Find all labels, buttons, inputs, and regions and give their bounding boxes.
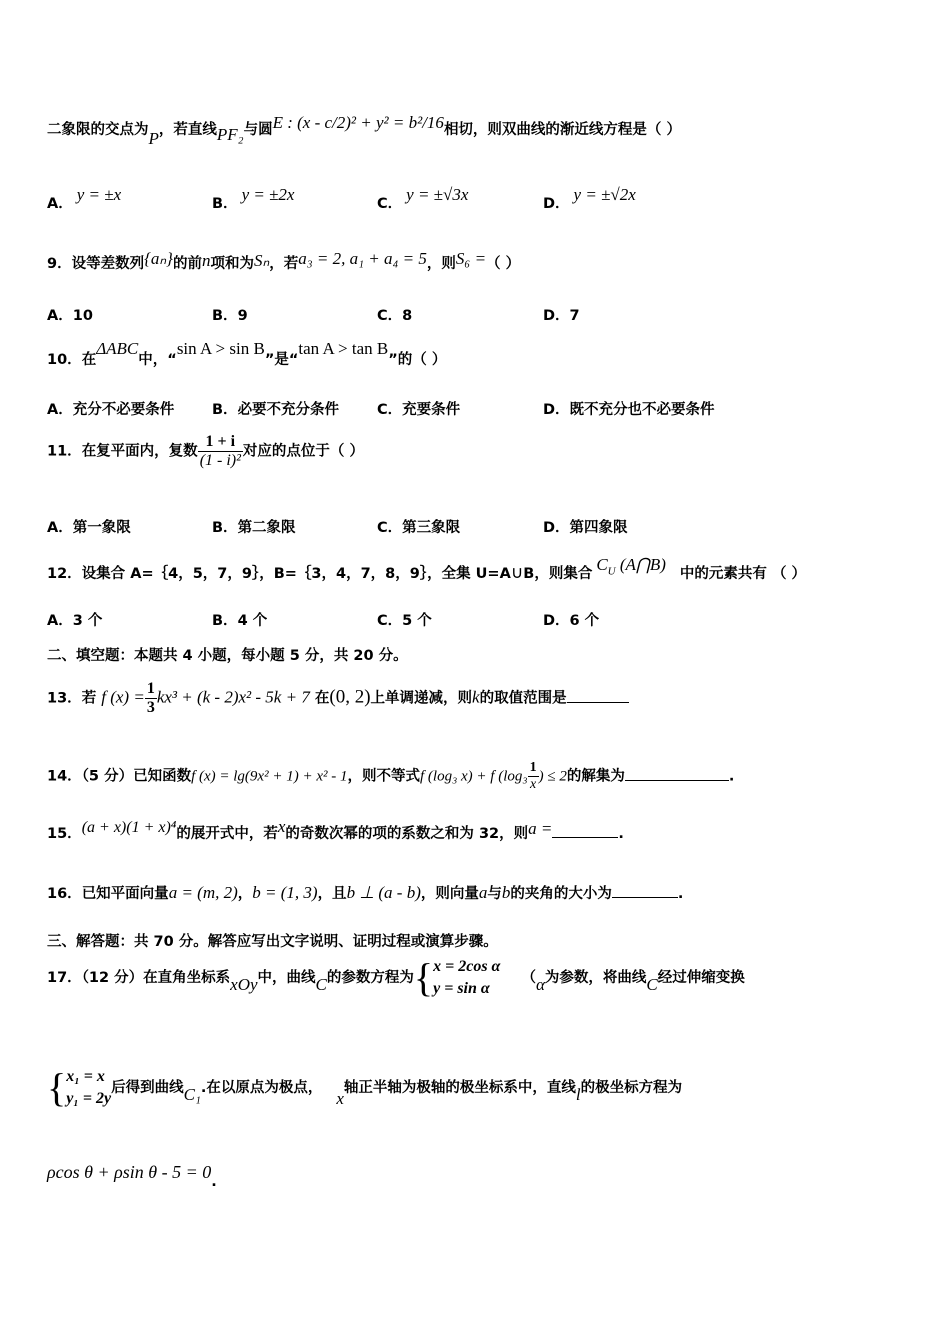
q8-option-a[interactable]: A． y = ±x <box>47 185 122 212</box>
q10-option-d[interactable]: D．既不充分也不必要条件 <box>543 402 715 418</box>
q16-stem: 16．已知平面向量a = (m, 2)，b = (1, 3)，且b ⊥ (a - b)，则向量a与b的夹角的大小为 . <box>47 883 684 902</box>
q14-answer-blank[interactable] <box>625 766 729 781</box>
q12-option-a[interactable]: A．3 个 <box>47 613 103 629</box>
q17-parametric-system: x = 2cos α y = sin α <box>433 958 501 997</box>
q8-option-d[interactable]: D． y = ±√2x <box>543 185 636 212</box>
q11-option-c[interactable]: C．第三象限 <box>377 520 461 536</box>
q17-param-brace: { <box>413 955 434 1000</box>
q9-option-b[interactable]: B．9 <box>212 308 248 324</box>
q14-stem: 14．（5 分）已知函数f (x) = lg(9x² + 1) + x² - 1，则不等式f (log₃ x) + f (log₃ $\frac{1}{x}$ ) ≤ 2的解集为 . <box>47 760 735 792</box>
q17-transform-brace: { <box>47 1065 67 1110</box>
q10-option-a[interactable]: A．充分不必要条件 <box>47 402 175 418</box>
q11-fraction: $\frac{1 + i}{\text{(1 - i)²}}$ <box>199 433 241 469</box>
q9-option-c[interactable]: C．8 <box>377 308 413 324</box>
q9-stem: 9．设等差数列{aₙ}的前n项和为Sₙ，若a₃ = 2, a₁ + a₄ = 5，则S₆ =（ ） <box>47 249 521 272</box>
q11-stem: 11．在复平面内，复数 $\frac{1 + i}{\text{(1 - i)²}}$ 对应的点位于（ ） <box>47 433 364 469</box>
q9-option-d[interactable]: D．7 <box>543 308 580 324</box>
q13-answer-blank[interactable] <box>567 688 629 703</box>
q14-fraction: $\frac{1}{x}$ <box>529 760 537 792</box>
q11-option-b[interactable]: B．第二象限 <box>212 520 296 536</box>
q10-option-b[interactable]: B．必要不充分条件 <box>212 402 340 418</box>
q12-option-b[interactable]: B．4 个 <box>212 613 268 629</box>
q17-polar-equation: ρcos θ + ρsin θ - 5 = 0. <box>47 1162 217 1190</box>
q13-stem: 13．若 f (x) = $\frac{1}{3}$ kx³ + (k - 2)x² - 5k + 7 在(0, 2)上单调递减，则k的取值范围是 <box>47 680 629 717</box>
q17-stem-line2: { x₁ = x y₁ = 2y 后得到曲线C₁.在以原点为极点，x轴正半轴为极轴的极坐标系中，直线l的极坐标方程为 <box>47 1065 683 1110</box>
q8-option-c[interactable]: C． y = ±√3x <box>377 185 469 212</box>
q11-option-d[interactable]: D．第四象限 <box>543 520 628 536</box>
q8-option-b[interactable]: B． y = ±2x <box>212 185 295 212</box>
q15-answer-blank[interactable] <box>552 823 618 838</box>
q12-stem: 12．设集合 A=｛4，5，7，9｝，B=｛3，4，7，8，9｝，全集 U=A∪B，则集合 $C_U$ (A⋂B) 中的元素共有 （ ） <box>47 555 807 582</box>
q10-option-c[interactable]: C．充要条件 <box>377 402 461 418</box>
q15-stem: 15．(a + x)(1 + x)⁴的展开式中，若x的奇数次幂的项的系数之和为 32，则a = . <box>47 817 624 842</box>
q17-stem-line1: 17．（12 分）在直角坐标系xOy中，曲线C的参数方程为{ x = 2cos α y = sin α （α为参数，将曲线C经过伸缩变换 <box>47 955 745 1000</box>
q11-option-a[interactable]: A．第一象限 <box>47 520 131 536</box>
section-2-heading: 二、填空题：本题共 4 小题，每小题 5 分，共 20 分。 <box>47 648 408 664</box>
section-3-heading: 三、解答题：共 70 分。解答应写出文字说明、证明过程或演算步骤。 <box>47 934 498 950</box>
q9-option-a[interactable]: A．10 <box>47 308 93 324</box>
q12-option-d[interactable]: D．6 个 <box>543 613 600 629</box>
q16-answer-blank[interactable] <box>612 883 678 898</box>
q8-circle-equation: E : (x - c/2)² + y² = b²/16 <box>272 113 444 132</box>
q10-stem: 10．在ΔABC中，“sin A > sin B”是“tan A > tan B”的（ ） <box>47 339 447 368</box>
q8-stem: 二象限的交点为P，若直线PF₂与圆E : (x - c/2)² + y² = b²/16相切，则双曲线的渐近线方程是（ ） <box>47 113 681 148</box>
q17-transform-system: x₁ = x y₁ = 2y <box>66 1068 112 1107</box>
q13-fraction: $\frac{1}{3}$ <box>146 680 155 716</box>
q12-option-c[interactable]: C．5 个 <box>377 613 432 629</box>
